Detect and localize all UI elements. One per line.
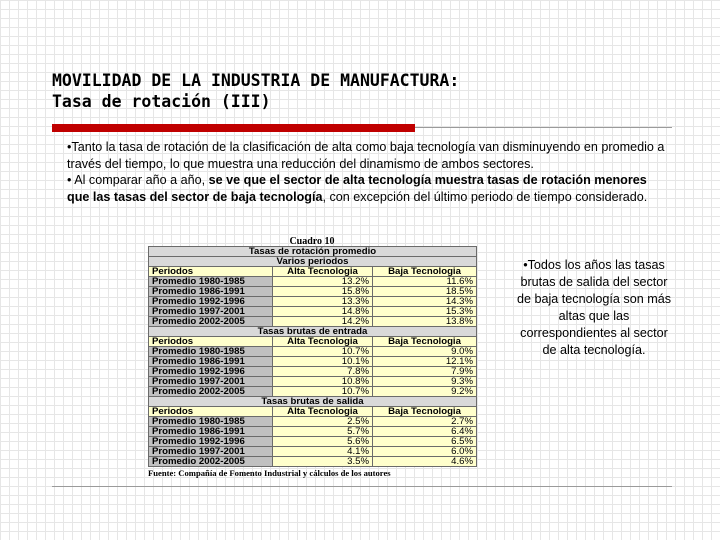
alta-value-cell: 13.2% xyxy=(273,277,373,287)
baja-value-cell: 14.3% xyxy=(373,297,477,307)
table-row xyxy=(149,297,477,307)
table-section-title-row xyxy=(149,257,477,267)
table-row xyxy=(149,277,477,287)
alta-value-cell: 10.1% xyxy=(273,357,373,367)
period-cell: Promedio 1992-1996 xyxy=(149,437,273,447)
table-caption: Cuadro 10 xyxy=(289,237,335,246)
table-row xyxy=(149,437,477,447)
column-header-period: Periodos xyxy=(149,407,273,417)
column-header-period: Periodos xyxy=(149,337,273,347)
alta-value-cell: 15.8% xyxy=(273,287,373,297)
baja-value-cell: 18.5% xyxy=(373,287,477,297)
bullet-item: •Tanto la tasa de rotación de la clasificación de alta como baja tecnología van disminuyendo en promedio a través del tiempo, lo que muestra una reducción del dinamismo de ambos sectores. xyxy=(67,140,665,171)
table-row xyxy=(149,287,477,297)
baja-value-cell: 7.9% xyxy=(373,367,477,377)
baja-value-cell: 2.7% xyxy=(373,417,477,427)
baja-value-cell: 4.6% xyxy=(373,457,477,467)
table-row xyxy=(149,357,477,367)
slide-title xyxy=(52,70,672,112)
table-row xyxy=(149,457,477,467)
table-source: Fuente: Compañía de Fomento Industrial y cálculos de los autores xyxy=(148,468,391,478)
title-line-2: Tasa de rotación (III) xyxy=(52,92,271,111)
table-row xyxy=(149,307,477,317)
period-cell: Promedio 1992-1996 xyxy=(149,367,273,377)
period-cell: Promedio 1997-2001 xyxy=(149,307,273,317)
alta-value-cell: 2.5% xyxy=(273,417,373,427)
period-cell: Promedio 1986-1991 xyxy=(149,427,273,437)
table-section-title-row xyxy=(149,327,477,337)
alta-value-cell: 14.8% xyxy=(273,307,373,317)
column-header-baja: Baja Tecnologia xyxy=(373,337,477,347)
alta-value-cell: 7.8% xyxy=(273,367,373,377)
baja-value-cell: 12.1% xyxy=(373,357,477,367)
baja-value-cell: 13.8% xyxy=(373,317,477,327)
bullet-list xyxy=(67,139,667,205)
baja-value-cell: 9.0% xyxy=(373,347,477,357)
table-row xyxy=(149,447,477,457)
table-figure xyxy=(148,237,476,478)
period-cell: Promedio 1986-1991 xyxy=(149,287,273,297)
table-row xyxy=(149,387,477,397)
section-title: Tasas de rotación promedio xyxy=(149,247,477,257)
table-header-row xyxy=(149,407,477,417)
rates-table xyxy=(148,246,477,467)
table-row xyxy=(149,427,477,437)
period-cell: Promedio 2002-2005 xyxy=(149,457,273,467)
alta-value-cell: 10.8% xyxy=(273,377,373,387)
section-title: Tasas brutas de entrada xyxy=(149,327,477,337)
column-header-alta: Alta Tecnologia xyxy=(273,407,373,417)
period-cell: Promedio 2002-2005 xyxy=(149,387,273,397)
period-cell: Promedio 1997-2001 xyxy=(149,447,273,457)
column-header-baja: Baja Tecnologia xyxy=(373,267,477,277)
section-title: Varios periodos xyxy=(149,257,477,267)
alta-value-cell: 5.6% xyxy=(273,437,373,447)
period-cell: Promedio 1980-1985 xyxy=(149,347,273,357)
baja-value-cell: 6.4% xyxy=(373,427,477,437)
alta-value-cell: 14.2% xyxy=(273,317,373,327)
baja-value-cell: 6.5% xyxy=(373,437,477,447)
bullet-item xyxy=(67,172,667,205)
table-row xyxy=(149,417,477,427)
period-cell: Promedio 1980-1985 xyxy=(149,417,273,427)
table-row xyxy=(149,377,477,387)
side-note: •Todos los años las tasas brutas de salida del sector de baja tecnología son más altas que las correspondientes al sector de alta tecnología. xyxy=(516,258,672,357)
title-accent-bar xyxy=(52,124,415,132)
alta-value-cell: 5.7% xyxy=(273,427,373,437)
table-row xyxy=(149,347,477,357)
bullet-emphasis: se ve que el sector de alta tecnología muestra tasas de rotación menores que las tasas del sector de baja tecnología xyxy=(67,173,647,204)
table-row xyxy=(149,367,477,377)
title-line-1: MOVILIDAD DE LA INDUSTRIA DE MANUFACTURA: xyxy=(52,71,460,90)
table-header-row xyxy=(149,337,477,347)
column-header-baja: Baja Tecnologia xyxy=(373,407,477,417)
period-cell: Promedio 2002-2005 xyxy=(149,317,273,327)
footer-divider xyxy=(52,486,672,487)
baja-value-cell: 11.6% xyxy=(373,277,477,287)
table-section-title-row xyxy=(149,397,477,407)
baja-value-cell: 6.0% xyxy=(373,447,477,457)
section-title: Tasas brutas de salida xyxy=(149,397,477,407)
period-cell: Promedio 1980-1985 xyxy=(149,277,273,287)
alta-value-cell: 4.1% xyxy=(273,447,373,457)
baja-value-cell: 9.2% xyxy=(373,387,477,397)
baja-value-cell: 9.3% xyxy=(373,377,477,387)
alta-value-cell: 3.5% xyxy=(273,457,373,467)
period-cell: Promedio 1997-2001 xyxy=(149,377,273,387)
column-header-alta: Alta Tecnologia xyxy=(273,267,373,277)
column-header-period: Periodos xyxy=(149,267,273,277)
period-cell: Promedio 1986-1991 xyxy=(149,357,273,367)
bullet-text: , con excepción del último periodo de tiempo considerado. xyxy=(322,189,648,204)
table-section-title-row xyxy=(149,247,477,257)
table-row xyxy=(149,317,477,327)
alta-value-cell: 10.7% xyxy=(273,387,373,397)
period-cell: Promedio 1992-1996 xyxy=(149,297,273,307)
alta-value-cell: 10.7% xyxy=(273,347,373,357)
bullet-text: • Al comparar año a año, xyxy=(67,173,209,187)
baja-value-cell: 15.3% xyxy=(373,307,477,317)
table-header-row xyxy=(149,267,477,277)
column-header-alta: Alta Tecnologia xyxy=(273,337,373,347)
alta-value-cell: 13.3% xyxy=(273,297,373,307)
